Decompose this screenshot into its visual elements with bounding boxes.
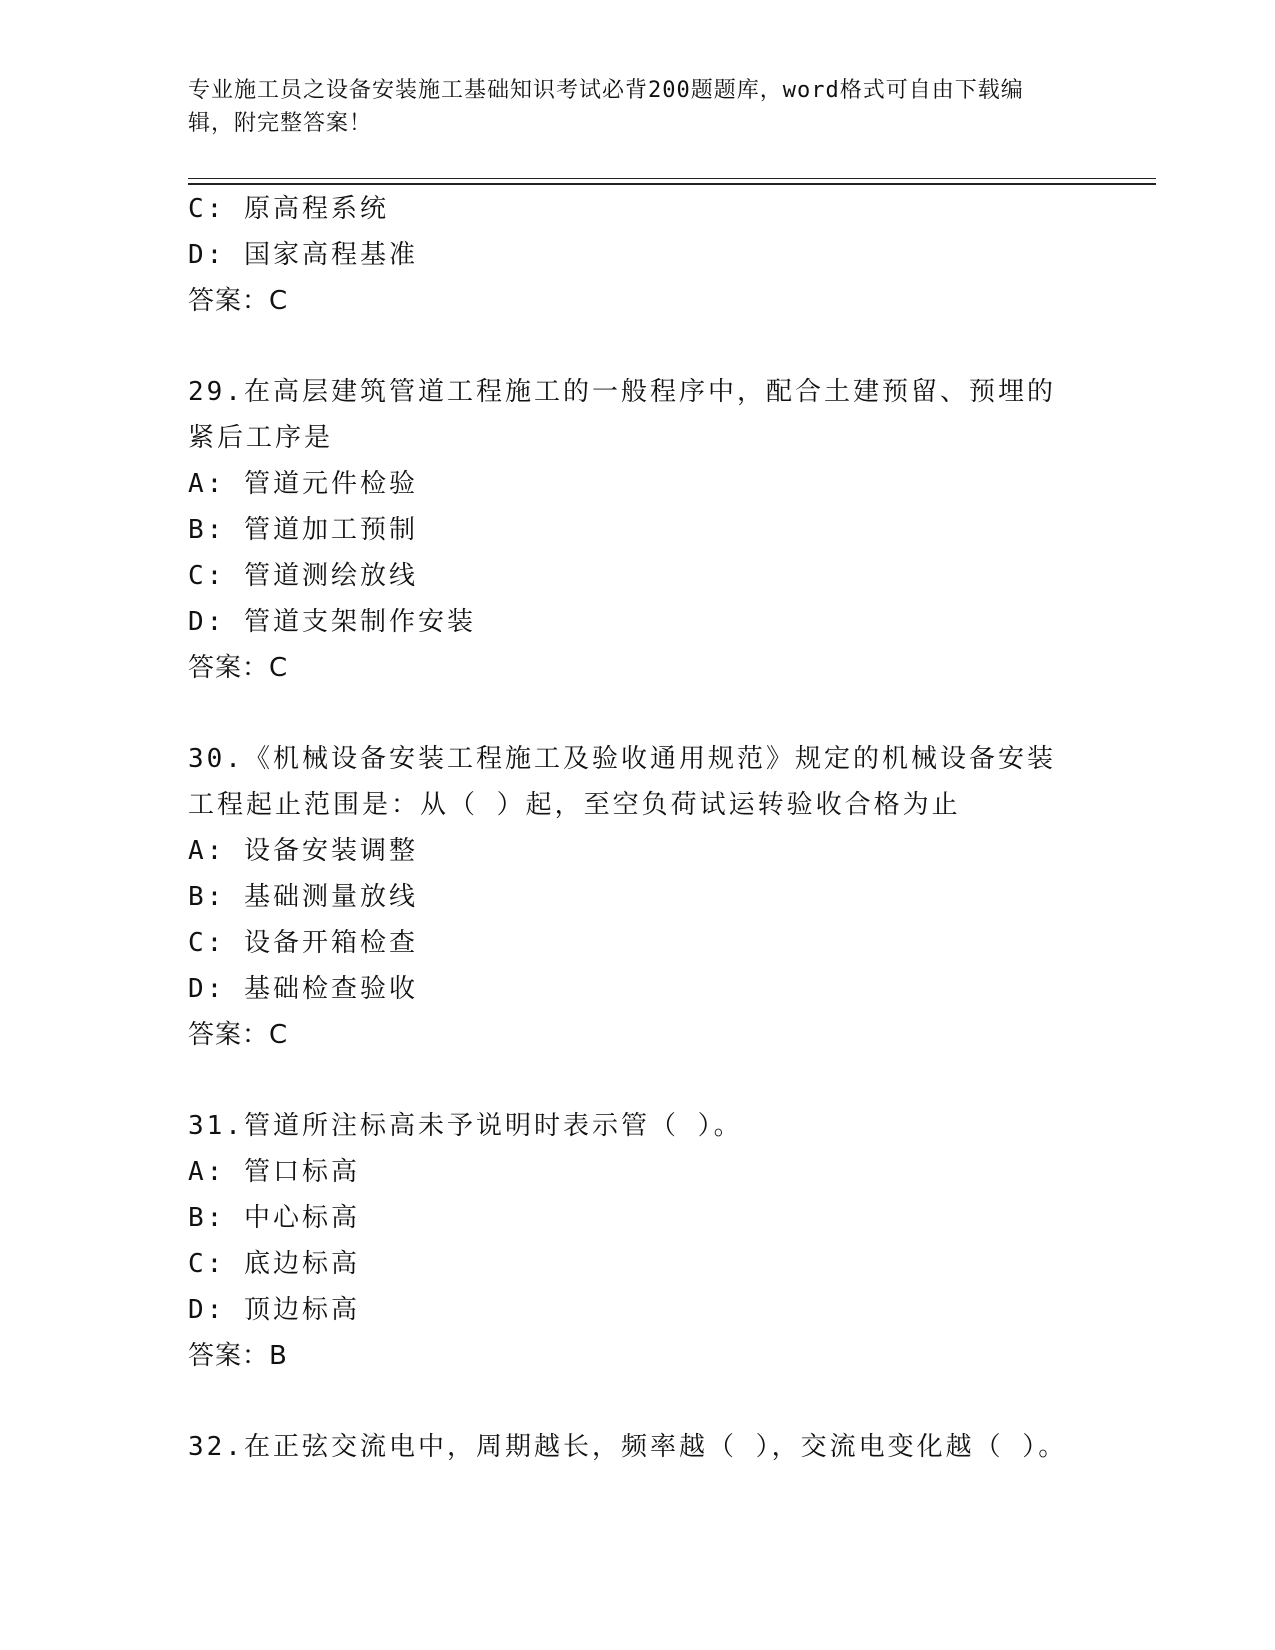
answer-line: 答案：B (188, 1341, 288, 1371)
option-b: B: 管道加工预制 (188, 515, 418, 545)
option-a: A: 管口标高 (188, 1157, 360, 1187)
option-c: C: 管道测绘放线 (188, 561, 418, 591)
option-a: A: 管道元件检验 (188, 469, 418, 499)
question-list (188, 186, 1088, 1470)
question-31: 31.管道所注标高未予说明时表示管（ ）。 (188, 1111, 743, 1141)
header-rule-thin (188, 178, 1156, 179)
document-header: 专业施工员之设备安装施工基础知识考试必背200题题库，word格式可自由下载编辑，附完整答案！ (188, 78, 1024, 136)
option-b: B: 中心标高 (188, 1203, 360, 1233)
option-c: C: 设备开箱检查 (188, 928, 418, 958)
question-32: 32.在正弦交流电中，周期越长，频率越（ ），交流电变化越（ ）。 (188, 1432, 1068, 1462)
option-d: D: 基础检查验收 (188, 974, 418, 1004)
option-d: D: 国家高程基准 (188, 240, 418, 270)
option-a: A: 设备安装调整 (188, 836, 418, 866)
question-30: 30.《机械设备安装工程施工及验收通用规范》规定的机械设备安装工程起止范围是：从（ ）起，至空负荷试运转验收合格为止 (188, 744, 1056, 820)
option-c: C: 原高程系统 (188, 194, 389, 224)
answer-line: 答案：C (188, 1020, 289, 1050)
option-d: D: 顶边标高 (188, 1295, 360, 1325)
header-rule-thick (188, 183, 1156, 185)
option-d: D: 管道支架制作安装 (188, 607, 476, 637)
option-c: C: 底边标高 (188, 1249, 360, 1279)
answer-line: 答案：C (188, 653, 289, 683)
question-29: 29.在高层建筑管道工程施工的一般程序中，配合土建预留、预埋的紧后工序是 (188, 377, 1056, 453)
option-b: B: 基础测量放线 (188, 882, 418, 912)
answer-line: 答案：C (188, 286, 289, 316)
